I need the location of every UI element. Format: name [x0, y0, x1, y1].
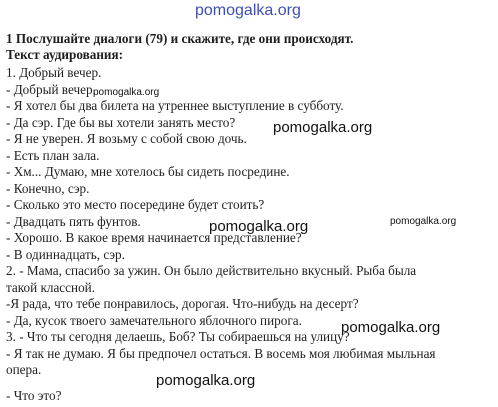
text-line: - Да, кусок твоего замечательного яблочного пирога. — [6, 313, 302, 328]
text-line: опера. — [6, 362, 42, 377]
text-line: - Конечно, сэр. — [6, 181, 90, 196]
text-line: - Я не уверен. Я возьму с собой свою дочь. — [6, 131, 247, 146]
text-line: - Да сэр. Где бы вы хотели занять место? — [6, 115, 236, 130]
text-line: - Двадцать пять фунтов. — [6, 214, 141, 229]
watermark: pomogalka.org — [390, 216, 457, 227]
text-line: - Есть план зала. — [6, 148, 100, 163]
text-line: - Что это? — [6, 388, 62, 403]
text-line: 3. - Что ты сегодня делаешь, Боб? Ты собираешься на улицу? — [6, 329, 350, 344]
text-line: - Хорошо. В какое время начинается представление? — [6, 230, 302, 245]
text-line: - В одиннадцать, сэр. — [6, 247, 125, 262]
text-line: 2. - Мама, спасибо за ужин. Он было действительно вкусный. Рыба была — [6, 263, 417, 278]
text-line: - Добрый вечер. — [6, 82, 96, 97]
header-watermark: pomogalka.org — [195, 2, 301, 19]
exercise-heading: 1 Послушайте диалоги (79) и скажите, где они происходят. — [6, 31, 354, 46]
text-line: 1. Добрый вечер. — [6, 65, 102, 80]
text-line: - Я так не думаю. Я бы предпочел остаться. В восемь моя любимая мыльная — [6, 346, 436, 361]
text-line: - Я хотел бы два билета на утреннее выступление в субботу. — [6, 98, 344, 113]
text-line: - Хм... Думаю, мне хотелось бы сидеть посредине. — [6, 164, 290, 179]
text-line: -Я рада, что тебе понравилось, дорогая. Что-нибудь на десерт? — [6, 296, 359, 311]
watermark: pomogalka.org — [341, 319, 441, 336]
watermark: pomogalka.org — [156, 372, 256, 389]
watermark: pomogalka.org — [273, 119, 373, 136]
watermark: pomogalka.org — [209, 218, 309, 235]
transcript-subheading: Текст аудирования: — [6, 47, 124, 62]
text-line: такой классной. — [6, 280, 96, 295]
text-line: - Сколько это место посередине будет стоить? — [6, 197, 265, 212]
watermark: pomogalka.org — [93, 87, 160, 98]
